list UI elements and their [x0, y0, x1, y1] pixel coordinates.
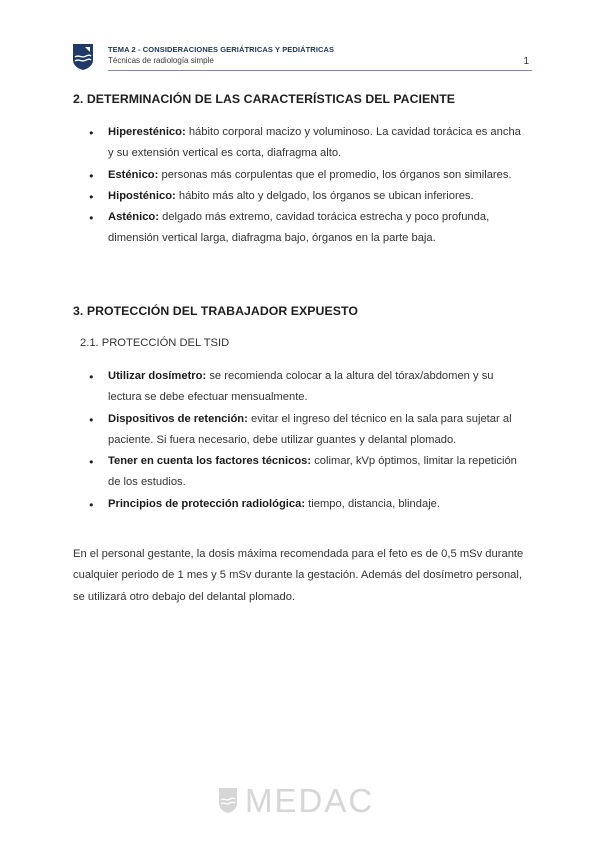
- list-item-term: Tener en cuenta los factores técnicos:: [108, 455, 312, 468]
- list-item-text: colimar, kVp óptimos, limitar la repetición de los estudios.: [108, 455, 517, 489]
- section-3-heading: 3. PROTECCIÓN DEL TRABAJADOR EXPUESTO: [73, 304, 358, 318]
- list-item: [89, 366, 529, 409]
- header-divider: [108, 70, 532, 71]
- list-item: [89, 494, 529, 515]
- list-item: [89, 122, 529, 165]
- list-item-text: tiempo, distancia, blindaje.: [305, 497, 441, 510]
- list-item-text: personas más corpulentas que el promedio, los órganos son similares.: [158, 168, 512, 181]
- list-item-text: delgado más extremo, cavidad torácica estrecha y poco profunda, dimensión vertical larga, diafragma bajo, órganos en la parte baja.: [108, 211, 490, 245]
- page-number: 1: [523, 56, 529, 67]
- pregnant-worker-paragraph: En el personal gestante, la dosis máxima recomendada para el feto es de 0,5 mSv durante cualquier periodo de 1 mes y 5 mSv durante la gestación. Además del dosímetro personal, se utilizará otro debajo del delantal plomado.: [73, 548, 524, 603]
- list-item: [89, 451, 529, 494]
- medac-shield-icon: [218, 787, 238, 814]
- list-item-term: Dispositivos de retención:: [108, 412, 248, 425]
- list-item: [89, 165, 529, 186]
- list-item-text: hábito corporal macizo y voluminoso. La cavidad torácica es ancha y su extensión vertical es corta, diafragma alto.: [108, 126, 521, 160]
- document-subtitle: Técnicas de radiología simple: [108, 56, 214, 65]
- page-header: [72, 43, 532, 73]
- document-title: TEMA 2 - CONSIDERACIONES GERIÁTRICAS Y PEDIÁTRICAS: [108, 45, 335, 54]
- list-item: [89, 409, 529, 452]
- list-item-text: hábito más alto y delgado, los órganos se ubican inferiores.: [175, 189, 474, 202]
- list-item: [89, 207, 529, 250]
- patient-types-list: [89, 122, 529, 250]
- list-item-text: evitar el ingreso del técnico en la sala para sujetar al paciente. Si fuera necesario, debe utilizar guantes y delantal plomado.: [108, 412, 512, 446]
- list-item-term: Esténico:: [108, 168, 159, 181]
- section-2-heading: 2. DETERMINACIÓN DE LAS CARACTERÍSTICAS DEL PACIENTE: [73, 92, 456, 106]
- medac-shield-icon: [72, 43, 94, 71]
- list-item-text: se recomienda colocar a la altura del tórax/abdomen y su lectura se debe efectuar mensualmente.: [108, 370, 494, 404]
- list-item-term: Hiposténico:: [108, 189, 176, 202]
- list-item-term: Utilizar dosímetro:: [108, 370, 207, 382]
- footer-brand: MEDAC: [245, 782, 375, 819]
- list-item-term: Hiperesténico:: [108, 126, 186, 138]
- list-item-term: Asténico:: [108, 211, 159, 224]
- list-item: [89, 186, 529, 207]
- list-item-term: Principios de protección radiológica:: [108, 497, 306, 510]
- worker-protection-list: [89, 366, 529, 515]
- subsection-heading: 2.1. PROTECCIÓN DEL TSID: [80, 337, 230, 349]
